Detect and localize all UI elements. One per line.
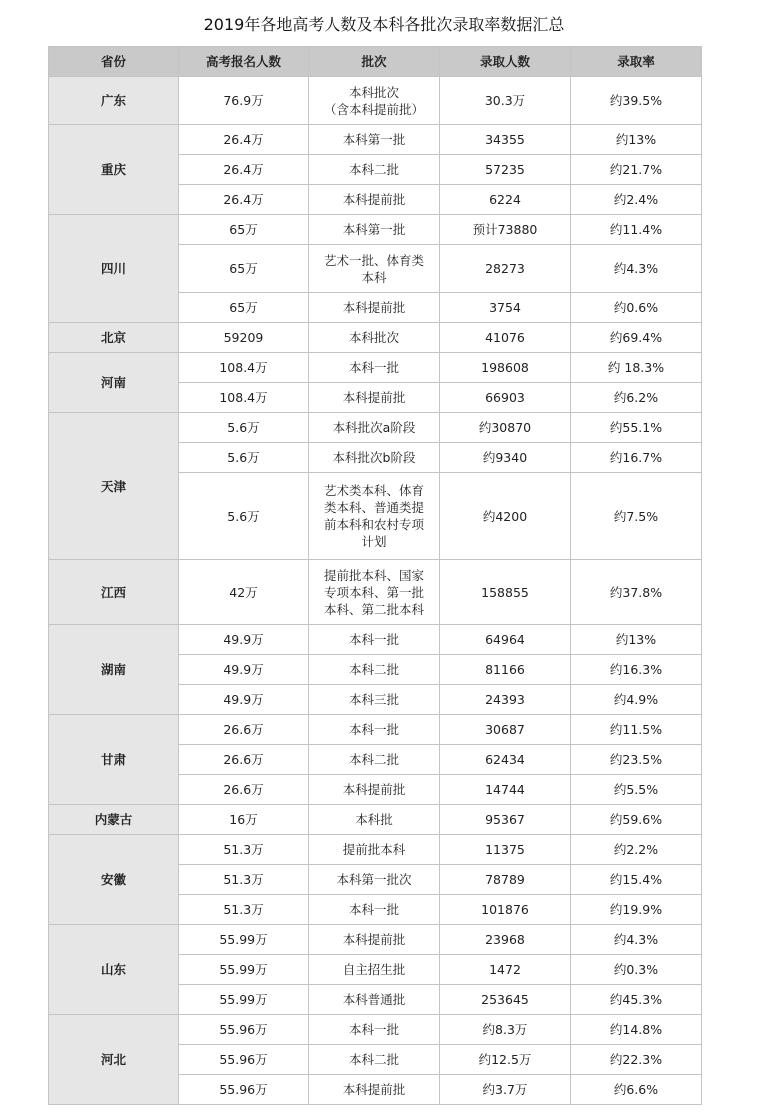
applicants-cell: 16万 bbox=[179, 805, 309, 835]
table-row bbox=[49, 323, 702, 353]
admitted-cell: 158855 bbox=[440, 560, 571, 625]
applicants-cell: 65万 bbox=[179, 293, 309, 323]
applicants-cell: 51.3万 bbox=[179, 865, 309, 895]
admitted-cell: 约4200 bbox=[440, 473, 571, 560]
admitted-cell: 81166 bbox=[440, 655, 571, 685]
province-cell: 甘肃 bbox=[49, 715, 179, 805]
admitted-cell: 30687 bbox=[440, 715, 571, 745]
rate-cell: 约45.3% bbox=[571, 985, 702, 1015]
rate-cell: 约6.2% bbox=[571, 383, 702, 413]
batch-cell: 本科普通批 bbox=[309, 985, 440, 1015]
applicants-cell: 108.4万 bbox=[179, 383, 309, 413]
admission-table bbox=[48, 46, 702, 1105]
applicants-cell: 76.9万 bbox=[179, 77, 309, 125]
admitted-cell: 约8.3万 bbox=[440, 1015, 571, 1045]
applicants-cell: 26.6万 bbox=[179, 745, 309, 775]
admitted-cell: 64964 bbox=[440, 625, 571, 655]
applicants-cell: 51.3万 bbox=[179, 895, 309, 925]
batch-cell: 自主招生批 bbox=[309, 955, 440, 985]
admitted-cell: 30.3万 bbox=[440, 77, 571, 125]
province-cell: 安徽 bbox=[49, 835, 179, 925]
rate-cell: 约37.8% bbox=[571, 560, 702, 625]
admitted-cell: 62434 bbox=[440, 745, 571, 775]
rate-cell: 约69.4% bbox=[571, 323, 702, 353]
rate-cell: 约39.5% bbox=[571, 77, 702, 125]
rate-cell: 约13% bbox=[571, 625, 702, 655]
applicants-cell: 5.6万 bbox=[179, 443, 309, 473]
rate-cell: 约55.1% bbox=[571, 413, 702, 443]
batch-cell: 艺术一批、体育类 本科 bbox=[309, 245, 440, 293]
rate-cell: 约11.4% bbox=[571, 215, 702, 245]
batch-cell: 本科提前批 bbox=[309, 293, 440, 323]
applicants-cell: 49.9万 bbox=[179, 655, 309, 685]
batch-cell: 本科批次 （含本科提前批） bbox=[309, 77, 440, 125]
admitted-cell: 6224 bbox=[440, 185, 571, 215]
batch-cell: 本科三批 bbox=[309, 685, 440, 715]
admitted-cell: 1472 bbox=[440, 955, 571, 985]
batch-cell: 本科二批 bbox=[309, 655, 440, 685]
admitted-cell: 23968 bbox=[440, 925, 571, 955]
admitted-cell: 约12.5万 bbox=[440, 1045, 571, 1075]
admitted-cell: 11375 bbox=[440, 835, 571, 865]
admitted-cell: 约30870 bbox=[440, 413, 571, 443]
province-cell: 河北 bbox=[49, 1015, 179, 1105]
rate-cell: 约2.4% bbox=[571, 185, 702, 215]
rate-cell: 约11.5% bbox=[571, 715, 702, 745]
rate-cell: 约16.3% bbox=[571, 655, 702, 685]
admitted-cell: 253645 bbox=[440, 985, 571, 1015]
batch-cell: 本科提前批 bbox=[309, 775, 440, 805]
applicants-cell: 55.96万 bbox=[179, 1045, 309, 1075]
batch-cell: 本科批次b阶段 bbox=[309, 443, 440, 473]
admitted-cell: 14744 bbox=[440, 775, 571, 805]
province-cell: 四川 bbox=[49, 215, 179, 323]
rate-cell: 约13% bbox=[571, 125, 702, 155]
applicants-cell: 65万 bbox=[179, 215, 309, 245]
province-cell: 北京 bbox=[49, 323, 179, 353]
applicants-cell: 55.99万 bbox=[179, 985, 309, 1015]
rate-cell: 约5.5% bbox=[571, 775, 702, 805]
table-row bbox=[49, 835, 702, 865]
rate-cell: 约59.6% bbox=[571, 805, 702, 835]
rate-cell: 约15.4% bbox=[571, 865, 702, 895]
rate-cell: 约4.3% bbox=[571, 925, 702, 955]
admitted-cell: 57235 bbox=[440, 155, 571, 185]
province-cell: 河南 bbox=[49, 353, 179, 413]
batch-cell: 本科一批 bbox=[309, 715, 440, 745]
rate-cell: 约23.5% bbox=[571, 745, 702, 775]
admitted-cell: 95367 bbox=[440, 805, 571, 835]
batch-cell: 本科第一批次 bbox=[309, 865, 440, 895]
admitted-cell: 198608 bbox=[440, 353, 571, 383]
rate-cell: 约7.5% bbox=[571, 473, 702, 560]
applicants-cell: 55.99万 bbox=[179, 955, 309, 985]
applicants-cell: 26.6万 bbox=[179, 715, 309, 745]
batch-cell: 本科第一批 bbox=[309, 125, 440, 155]
applicants-cell: 26.4万 bbox=[179, 185, 309, 215]
admitted-cell: 约3.7万 bbox=[440, 1075, 571, 1105]
batch-cell: 提前批本科 bbox=[309, 835, 440, 865]
table-row bbox=[49, 215, 702, 245]
batch-cell: 本科一批 bbox=[309, 895, 440, 925]
batch-cell: 本科提前批 bbox=[309, 185, 440, 215]
applicants-cell: 65万 bbox=[179, 245, 309, 293]
province-cell: 广东 bbox=[49, 77, 179, 125]
applicants-cell: 49.9万 bbox=[179, 685, 309, 715]
batch-cell: 本科提前批 bbox=[309, 1075, 440, 1105]
table-row bbox=[49, 625, 702, 655]
applicants-cell: 5.6万 bbox=[179, 473, 309, 560]
province-cell: 内蒙古 bbox=[49, 805, 179, 835]
batch-cell: 本科一批 bbox=[309, 1015, 440, 1045]
admitted-cell: 78789 bbox=[440, 865, 571, 895]
admitted-cell: 41076 bbox=[440, 323, 571, 353]
province-cell: 重庆 bbox=[49, 125, 179, 215]
batch-cell: 本科二批 bbox=[309, 155, 440, 185]
admitted-cell: 34355 bbox=[440, 125, 571, 155]
applicants-cell: 42万 bbox=[179, 560, 309, 625]
table-header-row bbox=[49, 47, 702, 77]
admitted-cell: 24393 bbox=[440, 685, 571, 715]
table-row bbox=[49, 925, 702, 955]
table-row bbox=[49, 805, 702, 835]
batch-cell: 本科提前批 bbox=[309, 925, 440, 955]
column-header-applicants: 高考报名人数 bbox=[179, 47, 309, 77]
province-cell: 江西 bbox=[49, 560, 179, 625]
applicants-cell: 108.4万 bbox=[179, 353, 309, 383]
rate-cell: 约22.3% bbox=[571, 1045, 702, 1075]
admitted-cell: 预计73880 bbox=[440, 215, 571, 245]
applicants-cell: 49.9万 bbox=[179, 625, 309, 655]
table-row bbox=[49, 125, 702, 155]
admitted-cell: 101876 bbox=[440, 895, 571, 925]
table-row bbox=[49, 353, 702, 383]
admitted-cell: 28273 bbox=[440, 245, 571, 293]
table-row bbox=[49, 1015, 702, 1045]
applicants-cell: 55.99万 bbox=[179, 925, 309, 955]
rate-cell: 约19.9% bbox=[571, 895, 702, 925]
table-row bbox=[49, 560, 702, 625]
admitted-cell: 约9340 bbox=[440, 443, 571, 473]
applicants-cell: 26.4万 bbox=[179, 125, 309, 155]
applicants-cell: 55.96万 bbox=[179, 1075, 309, 1105]
batch-cell: 本科二批 bbox=[309, 745, 440, 775]
batch-cell: 本科提前批 bbox=[309, 383, 440, 413]
table-row bbox=[49, 77, 702, 125]
batch-cell: 本科第一批 bbox=[309, 215, 440, 245]
rate-cell: 约21.7% bbox=[571, 155, 702, 185]
table-row bbox=[49, 413, 702, 443]
batch-cell: 本科一批 bbox=[309, 353, 440, 383]
applicants-cell: 5.6万 bbox=[179, 413, 309, 443]
column-header-admitted: 录取人数 bbox=[440, 47, 571, 77]
rate-cell: 约4.3% bbox=[571, 245, 702, 293]
rate-cell: 约0.6% bbox=[571, 293, 702, 323]
province-cell: 天津 bbox=[49, 413, 179, 560]
column-header-rate: 录取率 bbox=[571, 47, 702, 77]
rate-cell: 约14.8% bbox=[571, 1015, 702, 1045]
rate-cell: 约0.3% bbox=[571, 955, 702, 985]
applicants-cell: 55.96万 bbox=[179, 1015, 309, 1045]
admitted-cell: 66903 bbox=[440, 383, 571, 413]
province-cell: 湖南 bbox=[49, 625, 179, 715]
applicants-cell: 51.3万 bbox=[179, 835, 309, 865]
batch-cell: 本科批次 bbox=[309, 323, 440, 353]
rate-cell: 约6.6% bbox=[571, 1075, 702, 1105]
batch-cell: 本科批次a阶段 bbox=[309, 413, 440, 443]
table-body bbox=[49, 77, 702, 1105]
admitted-cell: 3754 bbox=[440, 293, 571, 323]
page-title: 2019年各地高考人数及本科各批次录取率数据汇总 bbox=[203, 15, 565, 34]
rate-cell: 约16.7% bbox=[571, 443, 702, 473]
column-header-batch: 批次 bbox=[309, 47, 440, 77]
applicants-cell: 59209 bbox=[179, 323, 309, 353]
applicants-cell: 26.4万 bbox=[179, 155, 309, 185]
batch-cell: 本科一批 bbox=[309, 625, 440, 655]
column-header-province: 省份 bbox=[49, 47, 179, 77]
batch-cell: 本科批 bbox=[309, 805, 440, 835]
rate-cell: 约 18.3% bbox=[571, 353, 702, 383]
table-row bbox=[49, 715, 702, 745]
batch-cell: 本科二批 bbox=[309, 1045, 440, 1075]
rate-cell: 约4.9% bbox=[571, 685, 702, 715]
rate-cell: 约2.2% bbox=[571, 835, 702, 865]
batch-cell: 艺术类本科、体育 类本科、普通类提 前本科和农村专项 计划 bbox=[309, 473, 440, 560]
batch-cell: 提前批本科、国家 专项本科、第一批 本科、第二批本科 bbox=[309, 560, 440, 625]
applicants-cell: 26.6万 bbox=[179, 775, 309, 805]
province-cell: 山东 bbox=[49, 925, 179, 1015]
